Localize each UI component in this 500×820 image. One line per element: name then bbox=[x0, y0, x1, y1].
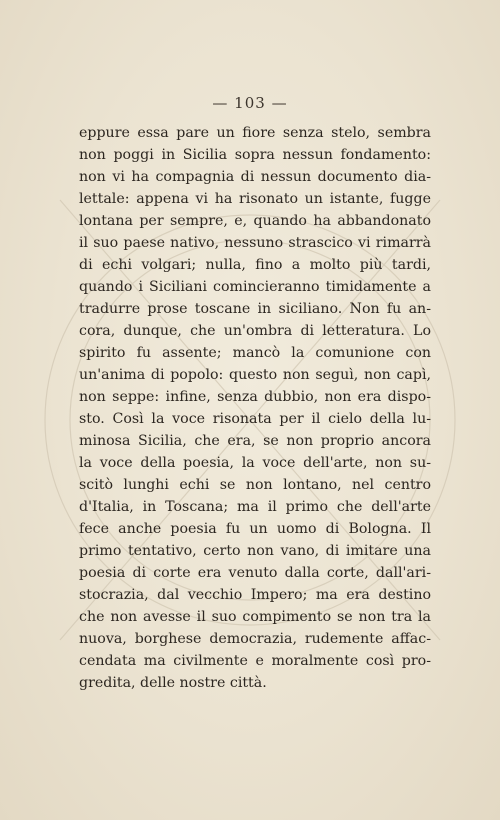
text-line: cora, dunque, che un'ombra di letteratura. Lo bbox=[79, 323, 431, 339]
text-line: gredita, delle nostre città. bbox=[79, 675, 267, 691]
page-number: — 103 — bbox=[212, 94, 288, 112]
text-line: non seppe: infine, senza dubbio, non era dispo- bbox=[79, 389, 431, 405]
text-line: il suo paese nativo, nessuno strascico vi rimarrà bbox=[79, 235, 431, 251]
text-line: tradurre prose toscane in siciliano. Non fu an- bbox=[79, 301, 431, 317]
text-line: minosa Sicilia, che era, se non proprio ancora bbox=[79, 433, 431, 449]
text-line: poesia di corte era venuto dalla corte, dall'ari- bbox=[79, 565, 431, 581]
text-line: scitò lunghi echi se non lontano, nel centro bbox=[79, 477, 431, 493]
text-line: la voce della poesia, la voce dell'arte, non su- bbox=[79, 455, 431, 471]
text-line: un'anima di popolo: questo non seguì, non capì, bbox=[79, 367, 431, 383]
text-line: cendata ma civilmente e moralmente così pro- bbox=[79, 653, 431, 669]
body-text bbox=[79, 122, 431, 694]
text-line: primo tentativo, certo non vano, di imitare una bbox=[79, 543, 431, 559]
text-line: lettale: appena vi ha risonato un istante, fugge bbox=[79, 191, 431, 207]
text-line: che non avesse il suo compimento se non tra la bbox=[79, 609, 431, 625]
text-line: di echi volgari; nulla, fino a molto più tardi, bbox=[79, 257, 431, 273]
text-line: quando i Siciliani comincieranno timidamente a bbox=[79, 279, 431, 295]
text-line: stocrazia, dal vecchio Impero; ma era destino bbox=[79, 587, 431, 603]
text-line: non poggi in Sicilia sopra nessun fondamento: bbox=[79, 147, 431, 163]
text-line: fece anche poesia fu un uomo di Bologna. Il bbox=[79, 521, 431, 537]
text-line: spirito fu assente; mancò la comunione con bbox=[79, 345, 431, 361]
text-line: non vi ha compagnia di nessun documento dia- bbox=[79, 169, 431, 185]
text-line: nuova, borghese democrazia, rudemente affac- bbox=[79, 631, 431, 647]
text-line: d'Italia, in Toscana; ma il primo che dell'arte bbox=[79, 499, 431, 515]
text-line: eppure essa pare un fiore senza stelo, sembra bbox=[79, 125, 431, 141]
text-line: lontana per sempre, e, quando ha abbandonato bbox=[79, 213, 431, 229]
text-line: sto. Così la voce risonata per il cielo della lu- bbox=[79, 411, 431, 427]
